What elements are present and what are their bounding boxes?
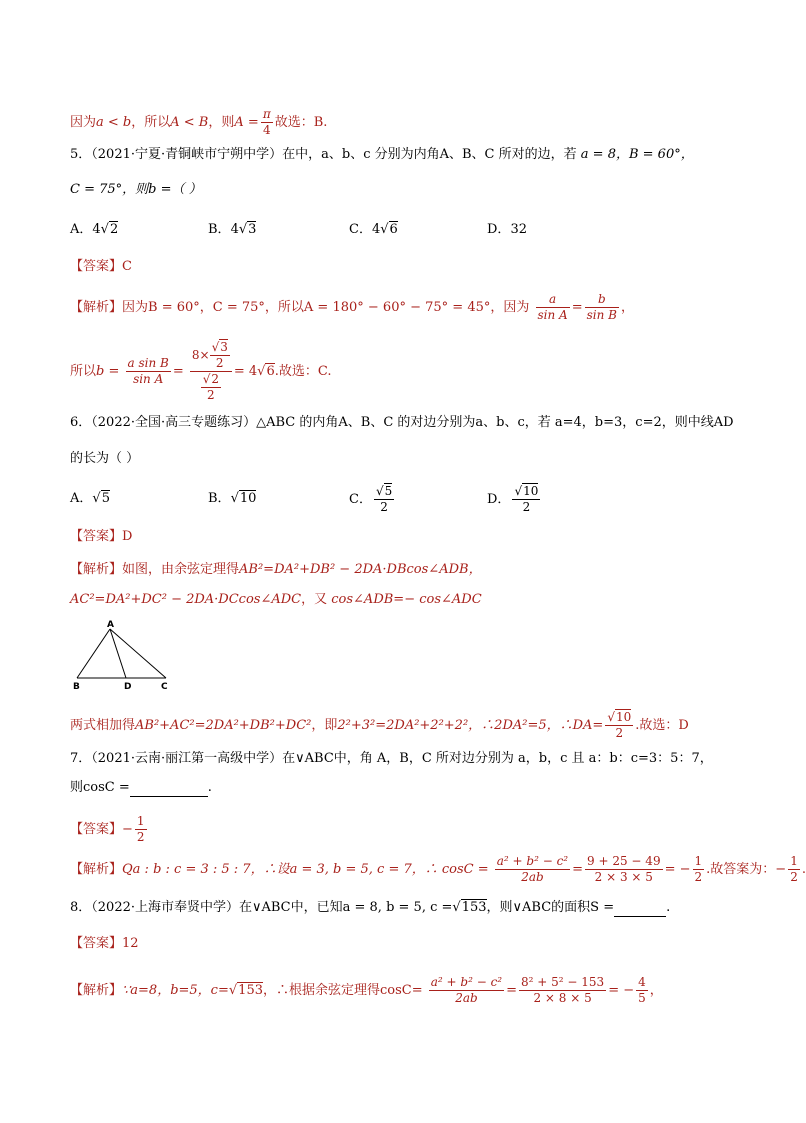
q5-option-c: C．4√6 bbox=[349, 222, 398, 237]
q6-option-c: C． $\frac{√5}{2}$ bbox=[349, 484, 393, 514]
q5-stem-line1: 5．（2021·宁夏·青铜峡市宁朔中学）在中，a、b、c 分别为内角A、B、C 所对的边，若 a = 8，B = 60°， bbox=[70, 147, 694, 162]
prev-solution-line: 因为a < b，所以A < B，则A = $\frac{\pi}{4}$ 故选：B. bbox=[70, 107, 328, 137]
q7-answer: 【答案】− $\frac{1}{2}$ bbox=[70, 814, 145, 844]
q7-stem-line1: 7．（2021·云南·丽江第一高级中学）在∨ABC中，角 A，B，C 所对边分别为 a，b，c 且 a：b：c=3：5：7， bbox=[70, 751, 713, 766]
q6-option-a: A．√5 bbox=[70, 491, 110, 506]
vertex-label-c: C bbox=[161, 682, 168, 692]
q5-option-d: D．32 bbox=[487, 222, 527, 237]
q7-stem-line2: 则cosC = . bbox=[70, 780, 212, 795]
q6-option-d: D． $\frac{√10}{2}$ bbox=[487, 484, 539, 514]
q6-analysis-line1: 【解析】如图，由余弦定理得AB²=DA²+DB² − 2DA·DBcos∠ADB， bbox=[70, 562, 482, 577]
triangle-figure bbox=[70, 622, 180, 692]
vertex-label-d: D bbox=[124, 682, 132, 692]
q8-stem: 8．（2022·上海市奉贤中学）在∨ABC中，已知a = 8, b = 5, c =√153，则∨ABC的面积S = . bbox=[70, 900, 671, 915]
q6-stem-line2: 的长为（ ） bbox=[70, 451, 140, 466]
q7-analysis: 【解析】Qa : b : c = 3 : 5 : 7，∴设a = 3, b = 5, c = 7，∴ cosC = $\frac{\text{a² + b² − c²}}{2ab}$ = $\frac{9 + 25 - 49}{2 \times 3 \times 5}$ = − $\frac{1}{2}$ .故答案为：− $\frac{1}{2}$ . bbox=[70, 854, 806, 884]
q5-analysis-line2: 所以b = $\frac{\text{a sin B}}{\text{sin A}}$ = 8× $\frac{√3}{2}$ $\frac{√2}{2}$ = 4√6.故选：C. bbox=[70, 340, 332, 402]
q6-analysis-line2: AC²=DA²+DC² − 2DA·DCcos∠ADC，又 cos∠ADB=− cos∠ADC bbox=[70, 592, 482, 607]
q6-analysis-line3: 两式相加得AB²+AC²=2DA²+DB²+DC²，即2²+3²=2DA²+2²+2²，∴2DA²=5，∴DA= $\frac{√10}{2}$ .故选：D bbox=[70, 710, 689, 740]
q5-option-a: A．4√2 bbox=[70, 222, 119, 237]
q5-answer: 【答案】C bbox=[70, 259, 132, 274]
vertex-label-b: B bbox=[73, 682, 80, 692]
q8-answer: 【答案】12 bbox=[70, 936, 139, 951]
q5-analysis-line1: 【解析】因为B = 60°，C = 75°，所以A = 180° − 60° − 75° = 45°，因为 $\frac{a}{\text{sin A}}$ = $\frac{b}{\text{sin B}}$ ， bbox=[70, 292, 635, 322]
vertex-label-a: A bbox=[107, 620, 114, 630]
q8-analysis: 【解析】∵a=8，b=5，c=√153，∴根据余弦定理得cosC= $\frac{\text{a² + b² − c²}}{2ab}$ = $\frac{\text{8² + 5² − 153}}{2 \times 8 \times 5}$ = − $\frac{4}{5}$ ， bbox=[70, 975, 663, 1005]
q6-option-b: B．√10 bbox=[208, 491, 257, 506]
q8-answer-blank[interactable] bbox=[614, 916, 666, 917]
q6-answer: 【答案】D bbox=[70, 529, 133, 544]
q5-option-b: B．4√3 bbox=[208, 222, 257, 237]
q5-stem-line2: C = 75°，则b =（ ） bbox=[70, 182, 202, 197]
q6-stem-line1: 6．（2022·全国·高三专题练习）△ABC 的内角A、B、C 的对边分别为a、b、c，若 a=4，b=3，c=2，则中线AD bbox=[70, 415, 734, 430]
q7-answer-blank[interactable] bbox=[130, 796, 208, 797]
